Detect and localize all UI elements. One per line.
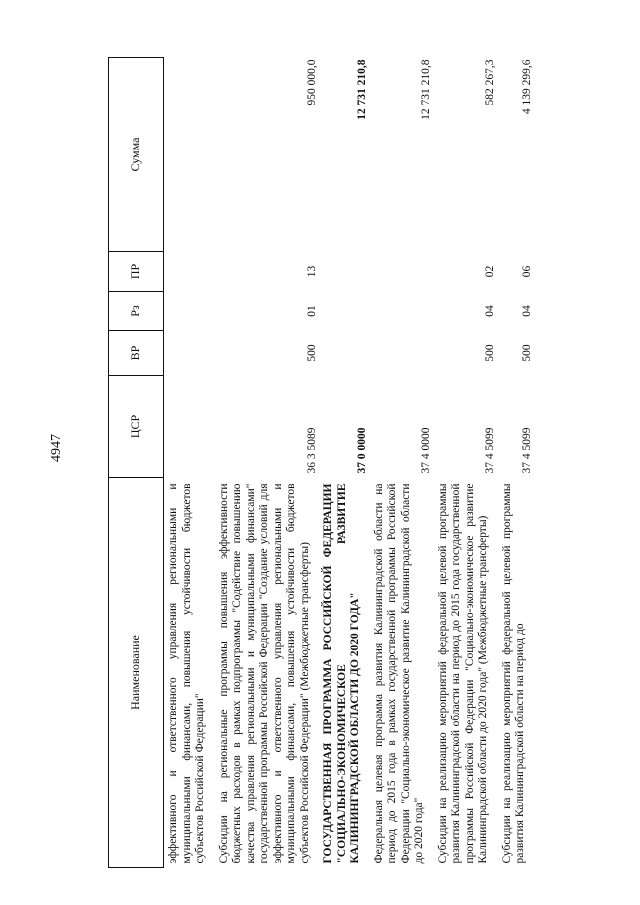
row-pr: 13 — [305, 265, 318, 278]
row-csr — [164, 376, 215, 478]
row-csr: 37 4 5099 — [521, 427, 533, 474]
row-name: Федеральная целевая программа развития Калининградской области на период до 2015 года в рамках государственной программы Российской Федерации "Социально-экономическое развитие Калининградской области до 2020 года" — [372, 483, 425, 864]
table-header-row — [109, 58, 164, 868]
row-vr — [370, 331, 434, 376]
row-vr: 500 — [521, 344, 533, 362]
row-name: эффективного и ответственного управления региональными и муниципальными финансами, повышения устойчивости бюджетов субъектов Российской Федерации" — [167, 483, 206, 864]
row-rz: 04 — [484, 305, 496, 317]
row-csr: 37 0 0000 — [356, 427, 368, 474]
row-name: Субсидии на реализацию мероприятий федеральной целевой программы развития Калининградской области на период до 2015 года государственной программы Российской Федерации "Социально-экономическое развитие Калининградской области до 2020 года" (Межбюджетные трансферты) — [436, 483, 489, 864]
table-row — [215, 58, 320, 868]
row-sum: 582 267,3 — [484, 59, 496, 106]
row-sum: 12 731 210,8 — [356, 59, 368, 120]
budget-table — [108, 57, 535, 868]
row-vr — [319, 331, 370, 376]
header-csr: ЦСР — [109, 376, 164, 478]
header-vr: ВР — [109, 331, 164, 376]
row-csr: 37 4 0000 — [420, 427, 432, 474]
header-rz: Рз — [109, 292, 164, 331]
row-csr: 36 3 5089 — [305, 427, 318, 474]
row-pr — [370, 252, 434, 292]
row-name: ГОСУДАРСТВЕННАЯ ПРОГРАММА РОССИЙСКОЙ ФЕДЕРАЦИИ "СОЦИАЛЬНО-ЭКОНОМИЧЕСКОЕ РАЗВИТИЕ КАЛИНИНГРАДСКОЙ ОБЛАСТИ ДО 2020 ГОДА" — [322, 483, 361, 864]
page-number: 4947 — [49, 434, 64, 462]
table-row — [164, 58, 215, 868]
table-row — [370, 58, 434, 868]
header-sum: Сумма — [109, 58, 164, 252]
header-pr: ПР — [109, 252, 164, 292]
row-sum — [164, 58, 215, 252]
row-rz: 01 — [305, 305, 318, 317]
rotated-table-container — [108, 58, 544, 868]
row-vr: 500 — [484, 344, 496, 362]
row-sum: 950 000,0 — [305, 59, 318, 106]
table-row — [434, 58, 498, 868]
row-name: Субсидии на региональные программы повышения эффективности бюджетных расходов в рамках подпрограммы "Содействие повышению качества управления региональными и муниципальными финансами" государственной программы Российской Федерации "Создание условий для эффективного и ответственного управления региональными и муниципальными финансами, повышения устойчивости бюджетов субъектов Российской Федерации" (Межбюджетные трансферты) — [217, 483, 311, 864]
table-row — [319, 58, 370, 868]
row-rz: 04 — [521, 305, 533, 317]
row-rz — [319, 292, 370, 331]
row-vr: 500 — [305, 344, 318, 362]
row-sum: 4 139 299,6 — [521, 59, 533, 115]
table-row — [498, 58, 535, 868]
row-rz — [164, 292, 215, 331]
row-pr — [164, 252, 215, 292]
row-vr — [164, 331, 215, 376]
row-name: Субсидии на реализацию мероприятий федеральной целевой программы развития Калининградской области на период до — [500, 483, 526, 864]
row-csr: 37 4 5099 — [484, 427, 496, 474]
row-pr: 06 — [521, 265, 533, 278]
row-rz — [370, 292, 434, 331]
row-pr: 02 — [484, 265, 496, 278]
header-name: Наименование — [109, 478, 164, 868]
row-pr — [319, 252, 370, 292]
row-sum: 12 731 210,8 — [420, 59, 432, 120]
